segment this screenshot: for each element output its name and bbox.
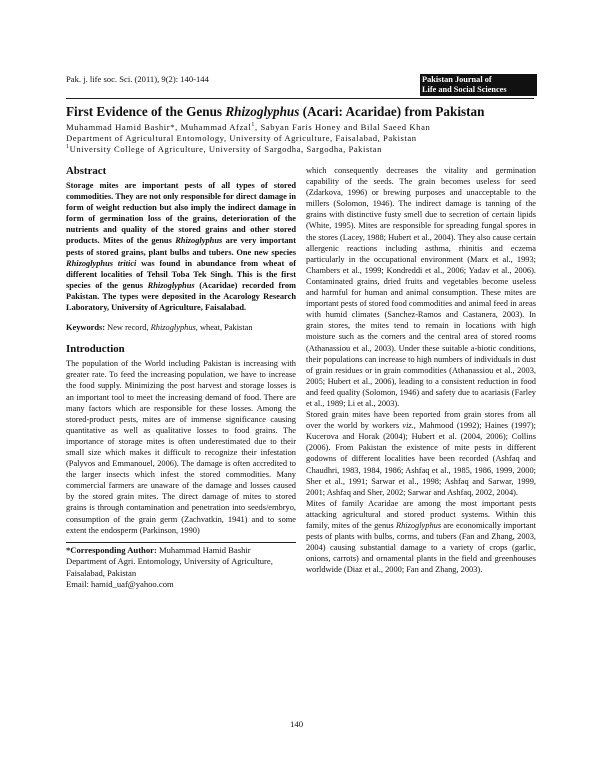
corresponding-author [66, 545, 296, 591]
paper-title [66, 104, 536, 120]
journal-citation: Pak. j. life soc. Sci. (2011), 9(2): 140-144 [66, 74, 209, 84]
affiliation-2-mark: 1 [66, 144, 70, 151]
right-p3-part1: Mites of family Acaridae are among the most important pests attacking agricultural and stored product systems. Within this family, mites of the genus [306, 498, 536, 530]
abstract-part3: was found in abundance from wheat of different localities of Tehsil Toba Tek Singh. This is the first species of the genus [66, 258, 296, 290]
author-list [66, 122, 430, 132]
abstract-part4: (Acaridae) recorded from Pakistan. The types were deposited in the Acarology Research Laboratory, University of Agriculture, Faisalabad. [66, 280, 296, 313]
abstract-heading: Abstract [66, 165, 107, 177]
abstract-text [66, 180, 296, 313]
right-column [306, 165, 536, 575]
abstract-genus-2: Rhizoglyphus [147, 280, 195, 290]
journal-name-line1: Pakistan Journal of [422, 75, 492, 84]
page-number: 140 [290, 719, 304, 729]
right-p2-viz: viz., [402, 421, 416, 431]
right-paragraph-1: which consequently decreases the vitality and germination capability of the seeds. The grain becomes useless for seed (Zdarkova, 1996) or brewing purposes and unacceptable to the millers (Solomon, 1946). The indirect damage is tanning of the grains with distinctive fusty smell due to secretion of certain lipids (White, 1995). Mites are responsible for spreading fungal spores in the stores (Lacey, 1988; Hubert et al., 2004). They also cause certain allergenic reactions including asthma, rhinitis and eczema particularly in the occupational environment (Marx et al., 1993; Chambers et al., 1999; Kondreddi et al., 2006; Yadav et al., 2006). Contaminated grains, dried fruits and vegetables become useless and harmful for human and animal consumption. These mites are important pests of stored food commodities and animal feed in areas with humid climates (Sanchez-Ramos and Castanera, 2003). In grain stores, the mites tend to remain in locations with high moisture such as the corners and the central area of stored rooms (Athanassiou et al., 2003). Under these suitable a-biotic conditions, their populations can increase to high numbers of individuals in dust of grain residues or in grain commodities (Athanassiou et al., 2003, 2005; Hubert et al., 2006), leading to a consistent reduction in food and feed quality (Solomon, 1946) and safety due to acariasis (Farley et al., 1989; Li et al., 2003). [306, 166, 536, 408]
keywords-label: Keywords: [66, 323, 106, 333]
keywords-text1: New record, [105, 323, 151, 333]
authors-part2: , Sabyan Faris Honey and Bilal Saeed Khan [254, 122, 431, 132]
right-paragraph-2 [306, 409, 536, 498]
journal-name-line2: Life and Social Sciences [422, 85, 507, 94]
left-column [66, 165, 296, 591]
keywords-text2: , wheat, Pakistan [195, 323, 253, 333]
corresponding-email: Email: hamid_uaf@yahoo.com [66, 579, 174, 590]
keywords-genus: Rhizoglyphus [150, 323, 196, 333]
abstract-genus-1: Rhizoglyphus [175, 236, 223, 246]
corresponding-label: *Corresponding Author: [66, 544, 157, 555]
authors-affil-mark: 1 [251, 122, 255, 129]
journal-name-box [420, 74, 537, 96]
abstract-part2: are very important pests of stored grains, plant bulbs and tubers. One new species [66, 236, 297, 257]
introduction-paragraph: The population of the World including Pakistan is increasing with greater rate. To feed the increasing population, we have to increase the food supply. Minimizing the post harvest and storage losses is an important tool to meet the increasing demand of food. There are many factors which are responsible for these losses. Among the stored-product pests, mites are of immense significance causing quantitative as well as qualitative losses to food grains. The importance of storage mites is often underestimated due to their small size which makes it difficult to recognize their infestation (Palyvos and Emmanouel, 2006). The damage is often accredited to the larger insects which infest the stored commodities. Many commercial farmers are unaware of the damage and losses caused by the stored grain mites. The direct damage of mites to stored grains is through contamination and penetration into seeds/embryo, consumption of the grain germ (Zachvatkin, 1941) and to some extent the endosperm (Parkinson, 1990) [66, 359, 296, 535]
abstract-part1: Storage mites are important pests of all types of stored commodities. They are not only responsible for direct damage in form of weight reduction but also imply the indirect damage in form of germination loss of the grains, deterioration of the nutrients and quality of the stored grains and other stored products. Mites of the genus [66, 181, 296, 246]
authors-part1: Muhammad Hamid Bashir*, Muhammad Afzal [66, 122, 252, 132]
title-genus: Rhizoglyphus [225, 104, 300, 119]
right-paragraph-3 [306, 498, 536, 576]
header-divider [66, 98, 534, 99]
title-prefix: First Evidence of the Genus [66, 104, 226, 119]
corresponding-department: Department of Agri. Entomology, University of Agriculture, Faisalabad, Pakistan [66, 556, 273, 578]
affiliation-2 [66, 144, 382, 154]
keywords [66, 322, 296, 333]
affiliation-1: Department of Agricultural Entomology, University of Agriculture, Faisalabad, Pakistan [66, 133, 417, 143]
affiliation-2-text: University College of Agriculture, University of Sargodha, Sargodha, Pakistan [69, 144, 383, 154]
footnote-divider [66, 542, 296, 543]
abstract-species: Rhizoglyphus tritici [66, 258, 137, 268]
title-suffix: (Acari: Acaridae) from Pakistan [299, 104, 485, 119]
right-p2-part2: Mahmood (1992); Haines (1997); Kucerova and Horak (2004); Hubert et al. (2004, 2006); Collins (2006). From Pakistan the existence of mite pests in different godowns of different localities have been recorded (Ashfaq and Chaudhri, 1983, 1984, 1986; Ashfaq et al., 1985, 1986, 1999, 2000; Sher et al., 1991; Sarwar et al., 1998; Ashfaq and Sarwar, 1999, 2001; Ashfaq and Sher, 2002; Sarwar and Ashfaq, 2002, 2004). [306, 421, 536, 497]
right-p2-part1: Stored grain mites have been reported from grain stores from all over the world by workers [306, 410, 536, 431]
right-p3-genus: Rhizoglyphus [395, 521, 442, 530]
right-p3-part2: are economically important pests of plants with bulbs, corms, and tubers (Fan and Zhang, 2003, 2004) causing substantial damage to a variety of crops (garlic, onions, carrots) and ornamental plants in the field and greenhouses worldwide (Diaz et al., 2000; Fan and Zhang, 2003). [306, 521, 536, 575]
corresponding-name: Muhammad Hamid Bashir [156, 544, 251, 555]
introduction-heading: Introduction [66, 343, 125, 356]
